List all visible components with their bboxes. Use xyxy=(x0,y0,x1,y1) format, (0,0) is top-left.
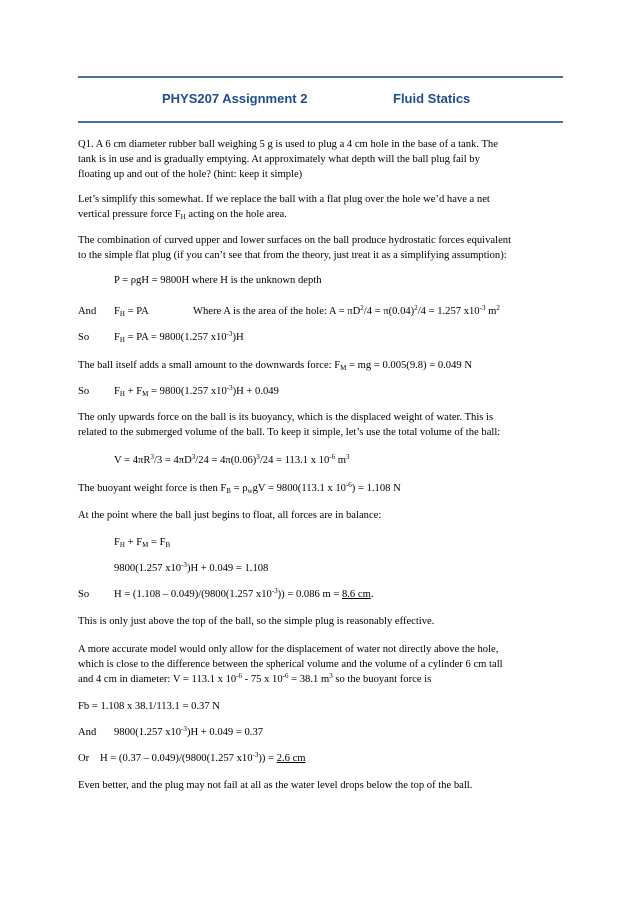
h2-equation: H = (0.37 – 0.049)/(9800(1.257 $x10^{-3})) = 2.6$ cm xyxy=(100,751,306,764)
question-line-1: Q1. A 6 cm diameter rubber ball weighing 5 g is used to plug a 4 cm hole in the base of a tank. The xyxy=(78,139,498,150)
fh-equation: $F_H$ = PA = 9800(1.257 $x10^{-3})H$ xyxy=(114,330,244,344)
buoyant-force-line: The buoyant weight force is then $F_B = \rho_wgV = 9800(113.1$ x $10^{-6}) = 1.108$ N xyxy=(78,481,401,495)
header-bottom-rule xyxy=(78,121,563,123)
accurate-line-2: which is close to the difference between the spherical volume and the volume of a cylinder 6 cm tall xyxy=(78,659,503,670)
accurate-line-3: and 4 cm in diameter: V = 113.1 x $10^{-6} - 75$ x $10^{-6} = 38.1$ $m^3$ so the buoyant force is xyxy=(78,672,432,685)
balance-line: At the point where the ball just begins to float, all forces are in balance: xyxy=(78,510,382,521)
h1-equation-label: So xyxy=(78,589,90,600)
final-line: Even better, and the plug may not fail at all as the water level drops below the top of the ball. xyxy=(78,780,473,791)
plug-line: This is only just above the top of the ball, so the simple plug is reasonably effective. xyxy=(78,616,435,627)
balance-equation: $F_H + F_M = F_B$ xyxy=(114,537,171,549)
area-equation: $F_H$ = PA xyxy=(114,306,149,318)
question-line-3: floating up and out of the hole? (hint: keep it simple) xyxy=(78,169,303,180)
pressure-equation: P = ρgH = 9800H where H is the unknown depth xyxy=(114,275,322,286)
assignment-title: PHYS207 Assignment 2 xyxy=(162,91,308,106)
h1-answer: 8.6 cm xyxy=(341,589,371,600)
and-equation: 9800(1.257 $x10^{-3})H + 0.049 = 0.37$ xyxy=(114,725,264,738)
accurate-line-1: A more accurate model would only allow for the displacement of water not directly above the hole, xyxy=(78,644,499,655)
sum-equation-label: So xyxy=(78,386,90,397)
and-equation-label: And xyxy=(78,727,97,738)
fh-equation-label: So xyxy=(78,332,90,343)
ball-force-line: The ball itself adds a small amount to the downwards force: $F_M$ = mg = 0.005(9.8) = 0.049 N xyxy=(78,360,472,372)
question-line-2: tank is in use and is gradually emptying. At approximately what depth will the ball plug fail by xyxy=(78,154,480,165)
fb2-equation: Fb = 1.108 x 38.1/113.1 = 0.37 N xyxy=(78,701,220,712)
curved-line-1: The combination of curved upper and lower surfaces on the ball produce hydrostatic forces equivalent xyxy=(78,235,512,246)
sum-equation: $F_H + F_M = 9800(1.257$ $x10^{-3})H + 0.049$ xyxy=(114,384,279,398)
numeric-equation: 9800(1.257 $x10^{-3})H + 0.049 = 1.108$ xyxy=(114,561,269,574)
topic-title: Fluid Statics xyxy=(393,91,471,106)
simplify-line-2: vertical pressure force $F_H$ acting on the hole area. xyxy=(78,209,287,221)
h1-equation: H = (1.108 – 0.049)/(9800(1.257 $x10^{-3})) = 0.086$ m = 8.6 cm. xyxy=(114,587,374,600)
volume-equation: $V = 4\pi R^3/3 = 4\pi D^3/24 = 4\pi(0.06)^3/24 = 113.1$ x $10^{-6}$ $m^3$ xyxy=(114,453,350,466)
buoyancy-line-1: The only upwards force on the ball is its buoyancy, which is the displaced weight of water. This is xyxy=(78,412,494,423)
header-top-rule xyxy=(78,76,563,78)
simplify-line-1: Let’s simplify this somewhat. If we replace the ball with a flat plug over the hole we’d have a net xyxy=(78,194,490,205)
h2-answer: 2.6 cm xyxy=(276,753,306,764)
area-equation-label: And xyxy=(78,306,97,317)
area-formula: Where A is the area of the hole: $A = \pi D^2/4 = \pi(0.04)^2/4 = 1.257$ $x10^{-3}$ $m^2$ xyxy=(193,304,500,317)
buoyancy-line-2: related to the submerged volume of the ball. To keep it simple, let’s use the total volume of the ball: xyxy=(78,427,501,438)
curved-line-2: to the simple flat plug (if you can’t see that from the theory, just treat it as a simplifying assumption): xyxy=(78,250,507,261)
h2-equation-label: Or xyxy=(78,753,90,764)
